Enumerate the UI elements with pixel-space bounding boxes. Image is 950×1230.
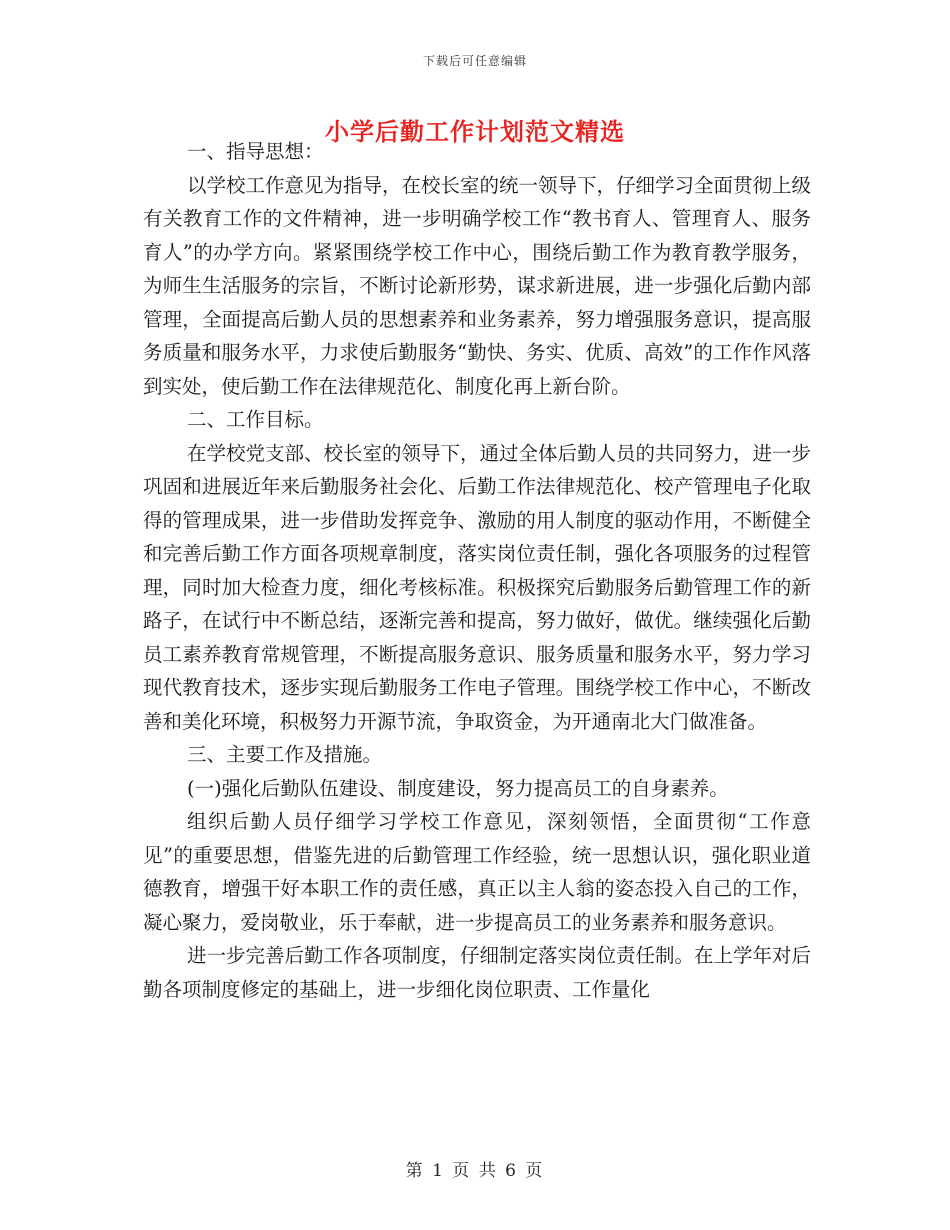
subsection-heading: (一)强化后勤队伍建设、制度建设，努力提高员工的自身素养。 — [187, 776, 729, 800]
document-body — [143, 135, 811, 1006]
paragraph: 进一步完善后勤工作各项制度，仔细制定落实岗位责任制。在上学年对后勤各项制度修定的基础上，进一步细化岗位职责、工作量化 — [143, 944, 812, 1001]
paragraph: 组织后勤人员仔细学习学校工作意见，深刻领悟，全面贯彻“工作意见”的重要思想，借鉴先进的后勤管理工作经验，统一思想认识，强化职业道德教育，增强干好本职工作的责任感，真正以主人翁的姿态投入自己的工作，凝心聚力，爱岗敬业，乐于奉献，进一步提高员工的业务素养和服务意识。 — [143, 810, 811, 934]
section-heading: 一、指导思想： — [187, 140, 324, 163]
paragraph: 以学校工作意见为指导，在校长室的统一领导下，仔细学习全面贯彻上级有关教育工作的文件精神，进一步明确学校工作“教书育人、管理育人、服务育人”的办学方向。紧紧围绕学校工作中心，围绕后勤工作为教育教学服务，为师生生活服务的宗旨，不断讨论新形势，谋求新进展，进一步强化后勤内部管理，全面提高后勤人员的思想素养和业务素养，努力增强服务意识，提高服务质量和服务水平，力求使后勤服务“勤快、务实、优质、高效”的工作作风落到实处，使后勤工作在法律规范化、制度化再上新台阶。 — [143, 173, 812, 398]
paragraph: 在学校党支部、校长室的领导下，通过全体后勤人员的共同努力，进一步巩固和进展近年来后勤服务社会化、后勤工作法律规范化、校产管理电子化取得的管理成果，进一步借助发挥竞争、激励的用人制度的驱动作用，不断健全和完善后勤工作方面各项规章制度，落实岗位责任制，强化各项服务的过程管理，同时加大检查力度，细化考核标准。积极探究后勤服务后勤管理工作的新路子，在试行中不断总结，逐渐完善和提高，努力做好，做优。继续强化后勤员工素养教育常规管理，不断提高服务意识、服务质量和服务水平，努力学习现代教育技术，逐步实现后勤服务工作电子管理。围绕学校工作中心，不断改善和美化环境，积极努力开源节流，争取资金，为开通南北大门做准备。 — [143, 441, 812, 733]
document-title: 小学后勤工作计划范文精选 — [325, 117, 625, 146]
section-heading: 二、工作目标。 — [187, 408, 324, 431]
section-heading: 三、主要工作及措施。 — [187, 743, 383, 766]
header-note: 下载后可任意编辑 — [422, 54, 527, 68]
page-footer: 第 1 页 共 6 页 — [405, 1161, 545, 1181]
